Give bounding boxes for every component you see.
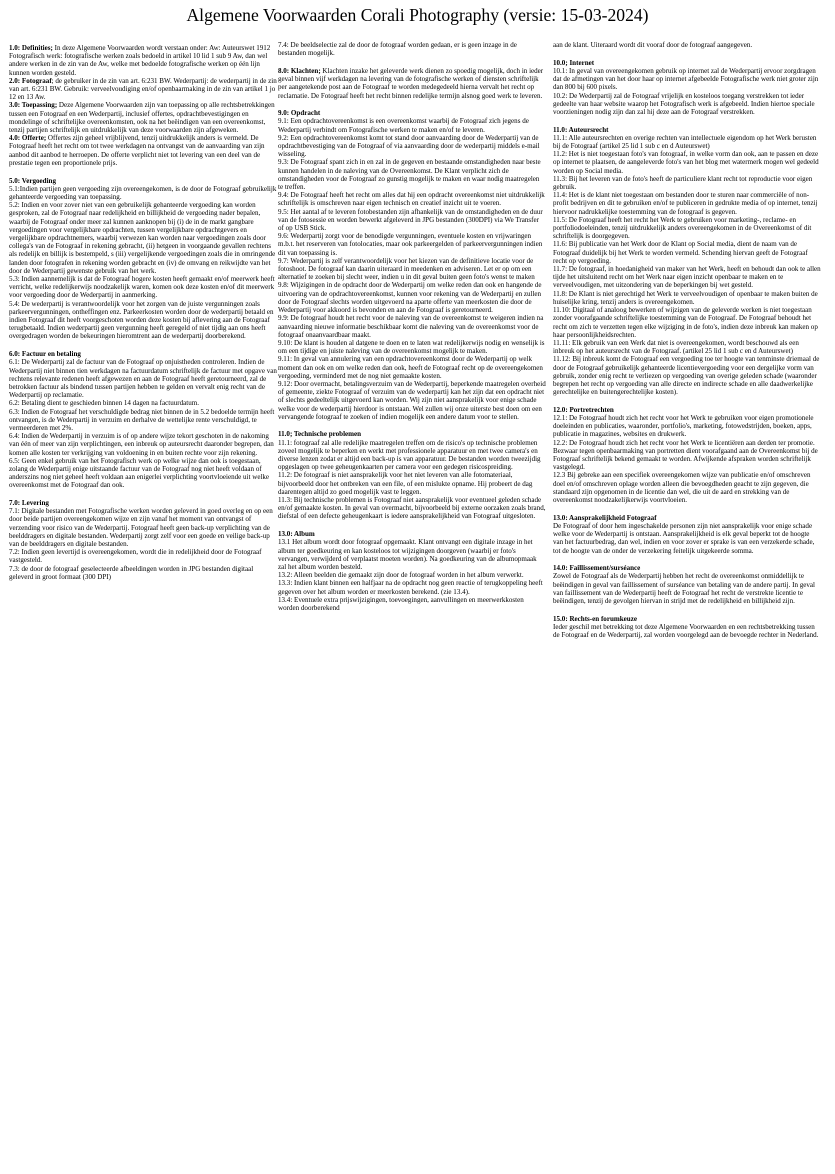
clause-paragraph [278, 281, 546, 314]
section-heading: 12.0: Portretrechten [553, 405, 614, 414]
clause-text: ; de gebruiker in de zin van art. 6:231 BW. Wederpartij: de wederpartij in de zin van art. 6:231 BW. Gebruik: verveelvoudiging en/of openbaarmaking in de zin van artikel 1 jo 12 en 13 Aw. [9, 76, 277, 102]
clause-text: 12.1: De Fotograaf houdt zich het recht voor het Werk te gebruiken voor eigen promotionele doeleinden en publicaties, waaronder, portfolio's, marketing, fotowedstrijden, boeken, apps, publicatie in magazines, websites en drukwerk. [553, 414, 814, 439]
clause-text: 7.4: De beeldselectie zal de door de fotograaf worden gedaan, er is geen inzage in de bestanden mogelijk. [278, 41, 517, 58]
clause-text: 9.2: Een opdrachtovereenkomst komt tot stand door aanvaarding door de Wederpartij van de opdrachtbevestiging van de Fotograaf of via aanvaarding door de wederpartij middels e-mail wisseling. [278, 133, 540, 159]
clause-paragraph [553, 150, 821, 175]
clause-paragraph [9, 300, 277, 341]
clause-text: 13.4: Eventuele extra prijswijzigingen, toevoegingen, aanvullingen en meerwerkkosten worden doorberekend [278, 595, 524, 612]
clause-text: 9.9: De fotograaf houdt het recht voor de naleving van de overeenkomst te weigeren indien na aanvaarding nieuwe informatie beschikbaar komt die naleving van de overeenkomst voor de fotograaf onaanvaardbaar maakt. [278, 314, 544, 339]
article-section [9, 350, 277, 489]
article-section [553, 41, 821, 49]
clause-paragraph [553, 290, 821, 306]
article-section [278, 67, 546, 100]
clause-text: 12.2: De Fotograaf houdt zich het recht voor het Werk te licentiëren aan derden ter promotie. Bezwaar tegen openbaarmaking van portretten dient voorafgaand aan de Overeenkomst bij de Fotograaf schriftelijk bekend gemaakt te worden. Afwijkende afspraken worden schriftelijk vastgelegd. [553, 438, 818, 472]
clause-paragraph [9, 507, 277, 548]
clause-text: 9.1: Een opdrachtovereenkomst is een overeenkomst waarbij de Fotograaf zich jegens de Wederpartij verbindt om Fotografische werken te maken en/of te leveren. [278, 117, 529, 134]
clause-paragraph [553, 240, 821, 265]
text-column-middle [278, 41, 546, 1169]
clause-text: 6.2: Betaling dient te geschieden binnen 14 dagen na factuurdatum. [9, 399, 200, 408]
clause-paragraph [278, 439, 546, 472]
section-heading: 7.0: Levering [9, 499, 49, 508]
clause-text: In deze Algemene Voorwaarden wordt verstaan onder: Aw: Auteurswet 1912 Fotografisch werk: fotografische werken zoals bedoeld in artikel 10 lid 1 sub 9 Aw, dan wel andere werken in de zin van de Aw, welke met bedoelde fotografische werken op één lijn kunnen worden gesteld. [9, 44, 271, 77]
clause-text: 11.2: Het is niet toegestaan foto's van fotograaf, in welke vorm dan ook, aan te passen en deze op internet te plaatsen, de aangeleverde foto's van het blog met watermerk mogen wel gedeeld worden op Social media. [553, 150, 819, 175]
clause-text: 11.1: Alle auteursrechten en overige rechten van intellectuele eigendom op het Werk berusten bij de Fotograaf (artikel 25 lid 1 sub c en d Auteurswet) [553, 133, 817, 151]
article-section [553, 126, 821, 397]
clause-text: De Fotograaf of door hem ingeschakelde personen zijn niet aansprakelijk voor enige schade welke voor de Wederpartij is ontstaan. Aansprakelijkheid is elk geval beperkt tot de hoogte van het factuurbedrag, dan wel, indien en voor zover er sprake is van een verzekerde schade, tot de hoogte van de onder de verzekering feitelijk uitgekeerde somma. [553, 521, 815, 555]
clause-text: 11.4: Het is de klant niet toegestaan om bestanden door te sturen naar commerciële of non-profit bedrijven en dit te gebruiken en/of te publiceren in gedrukte media of op internet, tenzij hiervoor nadrukkelijke toestemming van de fotograaf is gegeven. [553, 191, 818, 216]
clause-text: 5.4: De wederpartij is verantwoordelijk voor het zorgen van de juiste vergunningen zoals parkeervergunningen, ontheffingen enz. Parkeerkosten worden door de wederpartij betaald en indien Fotograaf dit heeft voorgeschoten worden deze kosten bij aflevering aan de Fotograaf terugbetaald. Indien wederpartij geen vergunning heeft geregeld of niet tijdig aan ons heeft overgedragen worden de bekeuringen hieromtrent aan de wederpartij doorberekend. [9, 299, 274, 341]
clause-paragraph [278, 339, 546, 355]
article-section [278, 109, 546, 421]
clause-paragraph [553, 306, 821, 339]
clause-label: 1.0: Definities; [9, 44, 53, 52]
clause-paragraph [278, 496, 546, 521]
clause-paragraph [553, 175, 821, 191]
clause-paragraph [278, 257, 546, 282]
clause-paragraph [9, 565, 277, 581]
clause-text: 9.5: Het aantal af te leveren fotobestanden zijn afhankelijk van de omstandigheden en de duur van de fotosessie en worden bewerkt afgeleverd in JPG bestanden (300DPI) via We Transfer of op USB Stick. [278, 207, 543, 233]
clause-label: 8.0: Klachten; [278, 66, 321, 75]
section-heading: 13.0: Aansprakelijkheid Fotograaf [553, 513, 657, 522]
clause-paragraph [553, 355, 821, 396]
clause-text: Zowel de Fotograaf als de Wederpartij hebben het recht de overeenkomst onmiddellijk te beëindigen in geval van faillissement of surséance van betaling van de andere partij. In geval van faillissement van de Wederpartij heeft de Fotograaf het recht de verstrekte licentie te beëindigen, tenzij de gevolgen hiervan in strijd met de redelijkheid en billijkheid zijn. [553, 572, 816, 606]
clause-paragraph [278, 380, 546, 421]
clause-text: 9.4: De Fotograaf heeft het recht om alles dat hij een opdracht overeenkomst niet uitdrukkelijk schriftelijk is omschreven naar eigen technisch en creatief inzicht uit te voeren. [278, 191, 545, 208]
clause-text: 7.3: de door de fotograaf geselecteerde afbeeldingen worden in JPG bestanden digitaal geleverd in groot formaat (300 DPI) [9, 564, 254, 581]
clause-text: 11.8: De Klant is niet gerechtigd het Werk te verveelvoudigen of openbaar te maken buiten de huiselijke kring, tenzij anders is overeengekomen. [553, 289, 818, 306]
clause-text: 9.12: Door overmacht, betalingsverzuim van de Wederpartij, beperkende maatregelen overheid of gemeente, ziekte Fotograaf of verzuim van de wederpartij kan het zijn dat een opdracht niet of slechts gedeeltelijk uitgevoerd kan worden. Wij zijn niet aansprakelijk voor enige schade welke voor de wederpartij hierdoor is ontstaan. Wel zullen wij onze uiterste best doen om een vervangende fotograaf te zoeken of indien mogelijk een andere datum voor te stellen. [278, 379, 546, 421]
article-section [9, 499, 277, 581]
clause-paragraph [9, 432, 277, 457]
clause-paragraph [278, 117, 546, 133]
clause-text: Klachten inzake het geleverde werk dienen zo spoedig mogelijk, doch in ieder geval binnen vijf werkdagen na levering van de fotografische werken of diensten schriftelijk per aangetekende post aan de Fotograaf te worden medegedeeld hierna vervalt het recht op reclamatie. De Fotograaf heeft het recht binnen redelijke termijn alsnog goed werk te leveren. [278, 66, 544, 100]
clause-text: 10.2: De Wederpartij zal de Fotograaf vrijelijk en kosteloos toegang verstrekken tot ieder gedeelte van haar website waarop het Fotografisch werk is afgebeeld. Indien hiertoe speciale voorzieningen nodig zijn dan zal hij deze aan de Fotograaf verstrekken. [553, 91, 815, 116]
clause-text: 5.2: Indien en voor zover niet van een gebruikelijk gehanteerde vergoeding kan worden gesproken, zal de Fotograaf naar redelijkheid en billijkheid de vergoeding nader bepalen, waarbij de Fotograaf onder meer zal kunnen aanknopen bij (i) de in de markt gangbare vergoedingen voor vergelijkbare opdrachten, tussen vergelijkbare opdrachtgevers en vergelijkbare opdrachtnemers, waarbij verwezen kan worden naar vergoedingen zoals door collega's van de Fotograaf in rekening gebracht, (ii) hetgeen in voorgaande gevallen rechtens als redelijk en billijk is bestempeld, s (iii) vergelijkende vergoedingen zoals die in omringende landen door fotografen in rekening worden gebracht en (iv) de omvang en reikwijdte van het door de Wederpartij gewenste gebruik van het werk. [9, 201, 276, 275]
clause-text: aan de klant. Uiteraard wordt dit vooraf door de fotograaf aangegeven. [553, 41, 753, 49]
section-heading: 15.0: Rechts-en forumkeuze [553, 614, 637, 623]
clause-paragraph [553, 67, 821, 92]
clause-paragraph [278, 191, 546, 207]
clause-paragraph [553, 92, 821, 117]
clause-text: 11.1: fotograaf zal alle redelijke maatregelen treffen om de risico's op technische problemen zoveel mogelijk te beperken en werkt met professionele apparatuur en met twee camera's en diverse lenzen zodat er altijd een back-up is van apparatuur. De bestanden worden tweezijdig opgeslagen op twee geheugenkaarten per camera voor een gedegen risicospreiding. [278, 438, 541, 472]
clause-paragraph [278, 67, 546, 100]
clause-paragraph [553, 339, 821, 355]
article-section [278, 41, 546, 57]
clause-paragraph [9, 77, 277, 102]
clause-text: 11.12: Bij inbreuk komt de Fotograaf een vergoeding toe ter hoogte van tenminste driemaal de door de Fotograaf gebruikelijk gehanteerde licentievergoeding voor een dergelijke vorm van gebruik, zonder enig recht te verliezen op vergoeding van overige geleden schade (waaronder begrepen het recht op vergoeding van alle directe en indirecte schade en alle daadwerkelijke gerechtelijke en buitengerechtelijke kosten). [553, 355, 820, 397]
clause-paragraph [553, 439, 821, 472]
clause-paragraph [9, 457, 277, 490]
clause-text: 11.3: Bij het leveren van de foto's heeft de particuliere klant recht tot reproductie voor eigen gebruik. [553, 174, 813, 192]
clause-paragraph [9, 548, 277, 564]
section-heading: 13.0: Album [278, 530, 315, 539]
clause-text: 11.11: Elk gebruik van een Werk dat niet is overeengekomen, wordt beschouwd als een inbreuk op het auteursrecht van de Fotograaf. (artikel 25 lid 1 sub c en d Auteurswet) [553, 338, 799, 356]
clause-text: 13.2: Alleen beelden die gemaakt zijn door de fotograaf worden in het album verwerkt. [278, 571, 524, 580]
clause-label: 2.0: Fotograaf [9, 76, 52, 85]
clause-paragraph [553, 191, 821, 216]
clause-text: 12.3 Bij gebreke aan een specifiek overeengekomen wijze van publicatie en/of omschreven doel en/of omschreven oplage worden alleen die bevoegdheden geacht te zijn gegeven, die standaard zijn opgenomen in de licentie dan wel, die uit de aard en strekking van de overeenkomst noodzakelijkerwijs voortvloeien. [553, 471, 811, 505]
clause-paragraph [278, 579, 546, 595]
section-heading: 10.0; Internet [553, 58, 595, 67]
article-section [9, 44, 277, 167]
clause-paragraph [278, 158, 546, 191]
clause-text: 7.2: Indien geen levertijd is overeengekomen, wordt die in redelijkheid door de Fotograaf vastgesteld. [9, 548, 262, 565]
clause-paragraph [9, 399, 277, 407]
clause-paragraph [553, 572, 821, 605]
text-column-left [9, 44, 277, 1172]
text-column-right [553, 41, 821, 1169]
article-section [553, 59, 821, 116]
clause-paragraph [9, 185, 277, 201]
clause-text: 11.7: De fotograaf, in hoedanigheid van maker van het Werk, heeft en behoudt dan ook te allen tijde het uitsluitend recht om het Werk naar eigen inzicht openbaar te maken en te verveelvoudigen, met uitzondering van de beperkingen bij wet gesteld. [553, 265, 821, 290]
clause-text: 11.5: De Fotograaf heeft het recht het Werk te gebruiken voor marketing-, reclame- en portfoliodoeleinden, tenzij uitdrukkelijk anders overeengekomen in de Overeenkomst of dit schriftelijk is doorgegeven. [553, 215, 812, 241]
clause-paragraph [278, 208, 546, 233]
clause-text: 9.11: In geval van annulering van een opdrachtovereenkomst door de Wederpartij op welk moment dan ook en om welke reden dan ook, heeft de Fotograaf recht op de overeengekomen vergoeding, verminderd met de nog niet gemaakte kosten. [278, 355, 543, 380]
clause-text: 11.6: Bij publicatie van het Werk door de Klant op Social media, dient de naam van de Fotograaf duidelijk bij het Werk te worden vermeld. Schending hiervan geeft de Fotograaf recht op vergoeding. [553, 240, 808, 265]
clause-paragraph [278, 355, 546, 380]
clause-paragraph [553, 623, 821, 639]
clause-paragraph [278, 538, 546, 571]
section-heading: 6.0: Factuur en betaling [9, 350, 81, 359]
section-heading: 11.0; Technische problemen [278, 430, 362, 439]
clause-paragraph [278, 314, 546, 339]
clause-paragraph [553, 134, 821, 150]
clause-text: 9.8: Wijzigingen in de opdracht door de Wederpartij om welke reden dan ook en hangende de uitvoering van de opdrachtovereenkomst, kunnen voor rekening van de Wederpartij en zullen door de Fotograaf slechts worden uitgevoerd na aparte offerte van meerkosten die door de Wederpartij voor akkoord is bevonden en aan de Fotograaf is geretourneerd. [278, 281, 542, 315]
clause-paragraph [278, 596, 546, 612]
clause-text: 7.1: Digitale bestanden met Fotografische werken worden geleverd in goed overleg en op een door beide partijen overeengekomen wijze en zijn vanaf het moment van ontvangst of verzending voor risico van de Wederpartij. Fotograaf heeft geen back-up verplichting van de beelddragers en digitale bestanden. Wederpartij zorgt zelf voor een goede en veilige back-up van de beelddragers en digitale bestanden. [9, 507, 273, 549]
clause-text: Deze Algemene Voorwaarden zijn van toepassing op alle rechtsbetrekkingen tussen een Fotograaf en een Wederpartij, inclusief offertes, opdrachtbevestigingen en mondelinge of schriftelijke overeenkomsten, ook na het beëindigen van een overeenkomst, tenzij partijen schriftelijk en uitdrukkelijk van deze voorwaarden zijn afgeweken. [9, 101, 275, 135]
clause-paragraph [553, 216, 821, 241]
clause-paragraph [553, 41, 821, 49]
clause-paragraph [278, 232, 546, 257]
clause-text: 5.1:Indien partijen geen vergoeding zijn overeengekomen, is de door de Fotograaf gebruikelijk gehanteerde vergoeding van toepassing. [9, 184, 277, 201]
clause-paragraph [278, 41, 546, 57]
clause-paragraph [9, 358, 277, 399]
article-section [278, 430, 546, 520]
clause-paragraph [278, 571, 546, 579]
clause-paragraph [553, 522, 821, 555]
article-section [553, 615, 821, 640]
document-title: Algemene Voorwaarden Corali Photography (versie: 15-03-2024) [186, 5, 649, 25]
clause-paragraph [553, 414, 821, 439]
clause-text: Offertes zijn geheel vrijblijvend, tenzij uitdrukkelijk anders is vermeld. De Fotograaf heeft het recht om tot twee werkdagen na ontvangst van de aanvaarding van zijn aanbod dit aanbod te herroepen. De offerte verplicht niet tot levering van een deel van de prestatie tegen een proportionele prijs. [9, 134, 265, 167]
clause-label: 3.0: Toepassing; [9, 101, 58, 110]
clause-paragraph [9, 275, 277, 300]
section-heading: 5.0: Vergoeding [9, 176, 56, 185]
clause-paragraph [9, 201, 277, 275]
clause-text: 9.7: Wederpartij is zelf verantwoordelijk voor het kiezen van de definitieve locatie voor de fotoshoot. De fotograaf kan daarin uiteraard in meedenken en adviseren. Let er op om een alternatief te zoeken bij slecht weer, indien u in dit geval buiten geen foto's wenst te maken [278, 256, 535, 282]
section-heading: 9.0: Opdracht [278, 109, 321, 118]
clause-text: 5.3: Indien aannemelijk is dat de Fotograaf hogere kosten heeft gemaakt en/of meerwerk heeft verricht, welke redelijkerwijs noodzakelijk waren, komen ook deze kosten en/of dit meerwerk voor vergoeding door de Wederpartij in aanmerking. [9, 274, 275, 300]
clause-text: 11.2: De fotograaf is niet aansprakelijk voor het niet leveren van alle fotomateriaal, bijvoorbeeld door het ontbreken van een file, of een mislukte opname. Hij probeert de dag daarentegen altijd zo goed mogelijk vast te leggen. [278, 471, 533, 496]
clause-text: 6.4: Indien de Wederpartij in verzuim is of op andere wijze tekort geschoten in de nakoming van één of meer van zijn verplichtingen, een inbreuk op auteursrecht daaronder begrepen, dan komen alle kosten ter verkrijging van voldoening in en buiten rechte voor zijn rekening. [9, 432, 274, 457]
clause-paragraph [278, 134, 546, 159]
clause-paragraph [553, 265, 821, 290]
clause-paragraph [553, 471, 821, 504]
clause-text: 6.1: De Wederpartij zal de factuur van de Fotograaf op onjuistheden controleren. Indien de Wederpartij niet binnen tien werkdagen na factuurdatum schriftelijk de factuur met opgave van rechtens relevante redenen heeft afgewezen en aan de Fotograaf heeft geretourneerd, zal de betrokken factuur als bindend tussen partijen hebben te gelden en vervalt enig recht van de Wederpartij op reclamatie. [9, 358, 277, 400]
clause-text: 6.3: Indien de Fotograaf het verschuldigde bedrag niet binnen de in 5.2 bedoelde termijn heeft ontvangen, is de Wederpartij in verzuim en derhalve de wettelijke rente verschuldigd, te vermeerderen met 2%. [9, 407, 275, 432]
clause-text: 9.10: De klant is houden al datgene te doen en te laten wat redelijkerwijs nodig en wenselijk is om een tijdige en juiste naleving van de overeenkomst mogelijk te maken. [278, 338, 545, 356]
clause-label: 4.0: Offerte; [9, 134, 47, 143]
article-section [553, 564, 821, 605]
article-section [9, 177, 277, 341]
clause-paragraph [9, 408, 277, 433]
article-section [553, 406, 821, 504]
clause-text: 10.1: In geval van overeengekomen gebruik op internet zal de Wederpartij ervoor zorgdragen dat de afmetingen van het door haar op internet afgebeelde Fotografische werk niet groter zijn dan 800 bij 600 pixels. [553, 66, 819, 92]
clause-text: 9.3: De Fotograaf spant zich in en zal in de gegeven en bestaande omstandigheden naar beste kunnen handelen in de naleving van de Overeenkomst. De Klant verplicht zich de omstandigheden voor de Fotograaf zo gunstig mogelijk te maken en waar nodig maatregelen te treffen. [278, 158, 541, 192]
clause-paragraph [278, 471, 546, 496]
section-heading: 11.0: Auteursrecht [553, 125, 609, 134]
clause-text: 6.5: Geen enkel gebruik van het Fotografisch werk op welke wijze dan ook is toegestaan, zolang de Wederpartij enige uitstaande factuur van de Fotograaf nog niet heeft voldaan of anderszins nog niet geheel heeft voldaan aan enigerlei verplichting voortvloeiende uit welke overeenkomst met de Fotograaf dan ook. [9, 456, 270, 490]
section-heading: 14.0: Faillissement/surséance [553, 564, 641, 573]
clause-text: 11.10: Digitaal of analoog bewerken of wijzigen van de geleverde werken is niet toegestaan zonder voorafgaande schriftelijke toestemming van de Fotograaf. De Fotograaf behoudt het recht om zich te verzetten tegen elke wijziging in de foto's, indien deze inbreuk kan maken op haar persoonlijkheidsrechten. [553, 306, 818, 339]
clause-text: Ieder geschil met betrekking tot deze Algemene Voorwaarden en een rechtsbetrekking tussen de Fotograaf en de Wederpartij, zal worden voorgelegd aan de bevoegde rechter in Nederland. [553, 623, 819, 640]
article-section [278, 530, 546, 612]
clause-paragraph [9, 101, 277, 134]
clause-text: 11.3: Bij technische problemen is Fotograaf niet aansprakelijk voor eventueel geleden schade en/of gemaakte kosten. In geval van overmacht, bijvoorbeeld bij externe oorzaken zoals brand, diefstal of een defecte geheugenkaart is iedere aansprakelijkheid van Fotograaf uitgesloten. [278, 496, 546, 521]
clause-text: 9.6: Wederpartij zorgt voor de benodigde vergunningen, eventuele kosten en vrijwaringen m.b.t. het reserveren van fotolocaties, maar ook parkeergelden of parkeervergunningen indien dit van toepassing is. [278, 232, 543, 257]
clause-paragraph [9, 44, 277, 77]
clause-text: 13.1 Het album wordt door fotograaf opgemaakt. Klant ontvangt een digitale inzage in het album ter goedkeuring en kan kosteloos tot wijzigingen doorgeven (waarbij er foto's vervangen, verwijderd of verplaatst moeten worden). Na goedkeuring van de albumopmaak zal het album worden besteld. [278, 538, 537, 571]
clause-text: 13.3: Indien klant binnen een halfjaar na de opdracht nog geen reactie of terugkoppeling heeft gegeven over het album worden er meerkosten berekend. (zie 13.4). [278, 579, 543, 596]
article-section [553, 514, 821, 555]
clause-paragraph [9, 134, 277, 167]
